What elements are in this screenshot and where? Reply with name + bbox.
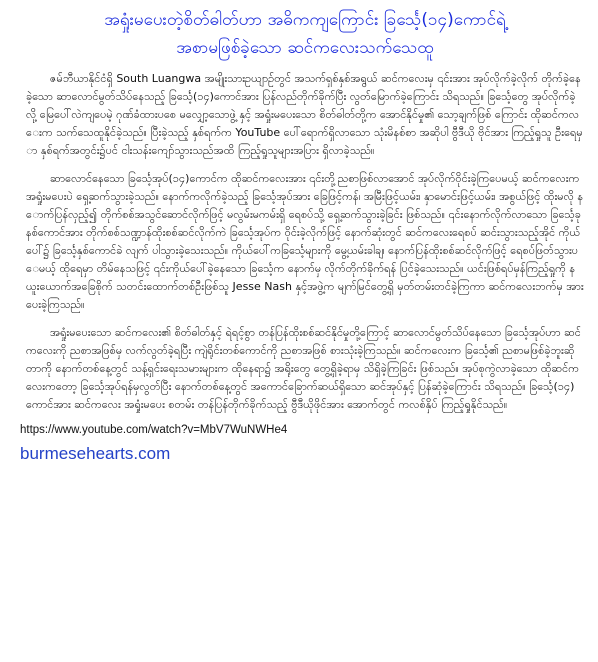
paragraph-2: ဆာလောင်နေသော ခြင်္သေ့အုပ်(၁၄)ကောင်က ထိုဆင်ကလေးအား ၎င်းတို့ညစာဖြစ်လာအောင် အုပ်လိုက်ဝိုင်းခဲ့ကြပေမယ့် ဆင်ကလေးက အရှုံးမပေးပဲ ရှေ့ဆက်သွားခဲ့သည်။ နောက်ကလိုက်ခဲ့သည့် ခြင်္သေ့အုပ်အား ခြေဖြင့်ကန်၊ အမြီးဖြင့်ယမ်း၊ နှာမောင်းဖြင့်ယမ်း၊ အစွယ်ဖြင့် ထိုးမလို နောက်ပြန်လှည့်၍ တိုက်စစ်အသွင်ဆောင်လိုက်ဖြင့် မလွမ်းမကမ်းရှိ ရေစပ်သို့ ရှေ့ဆက်သွားခဲ့ခြင်း ဖြစ်သည်။ ၎င်းနောက်လိုက်လာသော ခြင်္သေ့ခုနစ်ကောင်အား တိုက်စစ်သဏ္ဍာန်ထိုးစစ်ဆင်လိုက်ကဲ ခြင်္သေ့အုပ်က ဝိုင်းခဲ့လိုက်ဖြင့် နောက်ဆုံးတွင် ဆင်ကလေးရေစပ် ဆင်းသွားသည့်အိုင် ကိုယ်ပေါ်၌ ခြင်္သေ့နှစ်ကောင်ခဲ လျက် ပါသွားခဲ့သေးသည်။ ကိုယ်ပေါ်ကခြင်္သေ့များကို မွေ့ယမ်းခါချ၊ နောက်ပြန်ထိုးစစ်ဆင်လိုက်ဖြင့် ရေစပ်ဖြတ်သွားပေမယ့် ထိုရေမှာ တိမ်နေသဖြင့် ၎င်းကိုယ်ပေါ်ခဲ့နေသော ခြင်္သေ့က နောက်မှ လိုက်တိုက်ခိုက်ရန် ပြင်ခဲ့သေးသည်။ ယင်းဖြစ်ရပ်မှန်ကြည့်ရှုကို နယူးယောက်အခြေစိုက် သတင်းထောက်တစ်ဦးဖြစ်သူ Jesse Nash နှင့်အဖွဲ့က မျက်မြင်တွေ့ရှိ မှတ်တမ်းတင်ခဲ့ကြကာ ဆင်ကလေးဘက်မှ အားပေးခဲ့ကြသည်။ [26, 172, 584, 311]
title-line-2: အစာမဖြစ်ခဲ့သော ဆင်ကလေးသက်သေထူ [176, 38, 434, 58]
article-title [26, 0, 584, 62]
paragraph-3: အရှုံးမပေးသော ဆင်ကလေး၏ စိတ်ဓါတ်နှင့် ရဲရင့်စွာ တန်ပြန်ထိုးစစ်ဆင်နိုင်မှုတို့ကြောင့် ဆာလောင်မွတ်သိပ်နေသော ခြင်္သေ့အုပ်ဟာ ဆင်ကလေးကို ညစာအဖြစ်မှ လက်လွတ်ခဲ့ရပြီး ကျဲရိုင်းတစ်ကောင်ကို ညစာအဖြစ် စားသုံးခဲ့ကြသည်။ ဆင်ကလေးက ခြင်္သေ့၏ ညစာမဖြစ်ခဲ့ဘူးဆိုတာကို နောက်တစ်နေ့တွင် သန့်ရှင်းရေးသမားများက ထိုနေရာ၌ အရိုးတွေ တွေ့ရှိခဲ့ရာမှ သိရှိခဲ့ကြခြင်း ဖြစ်သည်။ အုပ်စုကွဲလာခဲ့သော ထိုဆင်ကလေးကတော့ ခြင်္သေ့အုပ်ရန်မှလွတ်ပြီး နောက်တစ်နေ့တွင် အကောင်ခြောက်ဆယ်ရှိသော ဆင်အုပ်နှင့် ပြန်ဆုံခဲ့ကြောင်း သိရသည်။ ခြင်္သေ့(၁၄)ကောင်အား ဆင်ကလေး အရှုံးမပေး စတမ်း တန်ပြန်တိုက်ခိုက်သည့် ဗွီဒီယိုဖိုင်အား အောက်တွင် ကလစ်နှိပ် ကြည့်ရှုနိုင်သည်။ [26, 326, 581, 411]
paragraph-1: ဇမ်ဘီယာနိုင်ငံရှိ South Luangwa အမျိုးသားဥယျာဉ်တွင် အသက်ရှစ်နှစ်အရွယ် ဆင်ကလေးမှ ၎င်းအား အုပ်လိုက်ခဲ့လိုက် တိုက်ခဲ့နေခဲ့သော ဆာလောင်မွတ်သိပ်နေသည့် ခြင်္သေ့(၁၄)ကောင်အား ပြန်လည်တိုက်ခိုက်ပြီး လွတ်မြောက်ခဲ့ကြောင်း သိရသည်။ ခြင်္သေ့တွေ အုပ်လိုက်ခဲ့လို့ မြေပေါ်လဲကျပေမဲ့ ဂုဏ်ခံထားပစေ မလျှော့သောဖွဲ့ နှင့် အရှုံးမပေးသော စိတ်ဓါတ်တို့က အောင်နိုင်မှု၏ သော့ချက်ဖြစ် ကြောင်း ထိုဆင်ကလေးက သက်သေထူနိုင်ခဲ့သည်။ ပြီးခဲ့သည့် နှစ်ရက်က YouTube ပေါ်ရောက်ရှိလာသော သုံးမိနစ်စာ အဆိုပါ ဗွီဒီယို ဗိုင်အား ကြည့်ရှုသူ ဦးရေမှာ နှစ်ရက်အတွင်း၌ပင် ငါးသန်းကျော်သွားသည်အထိ ကြည့်ရှုသူများအပြား ရှိလာခဲ့သည်။ [26, 72, 583, 157]
title-line-1: အရှုံးမပေးတဲ့စိတ်ဓါတ်ဟာ အဓိကကျကြောင်း ခြင်္သေ့(၁၄)ကောင်ရဲ့ [104, 10, 506, 30]
site-watermark: burmesehearts.com [20, 444, 171, 463]
article-body [26, 70, 584, 414]
video-link[interactable]: https://www.youtube.com/watch?v=MbV7WuNWHe4 [20, 424, 288, 436]
